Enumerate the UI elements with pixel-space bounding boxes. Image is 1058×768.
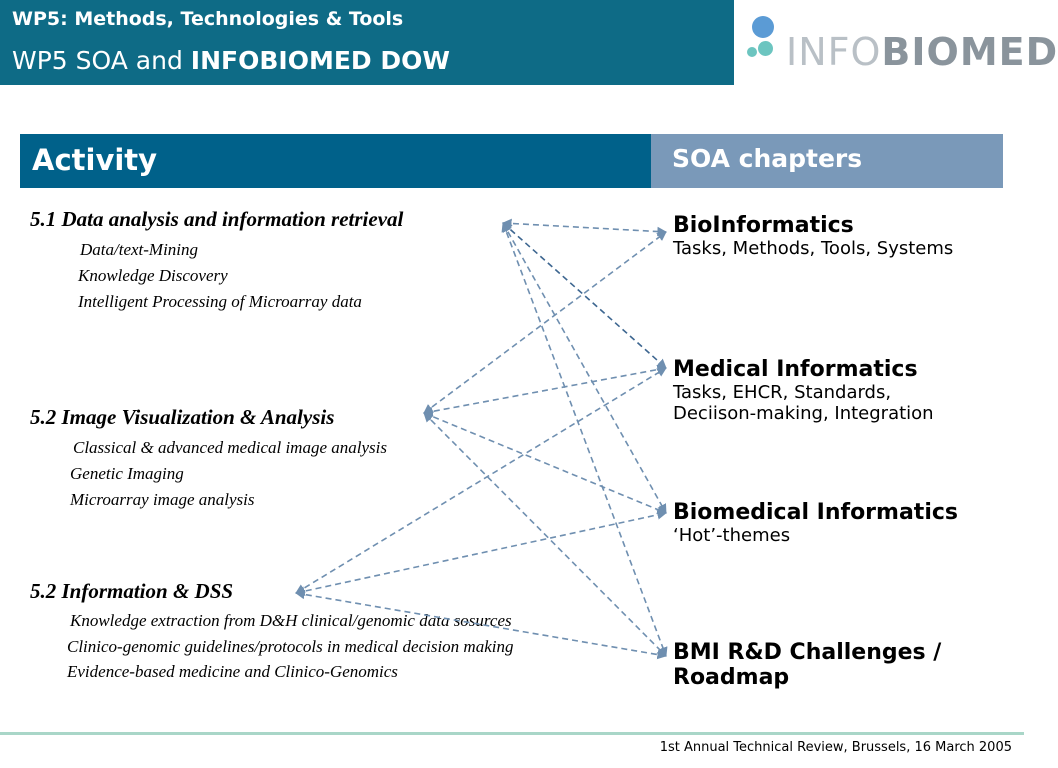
arrow-5-1-biomedical-informatics [503,223,666,513]
activity-5-2-image-item: Microarray image analysis [70,490,255,509]
logo-text-dark: BIOMED [881,30,1058,74]
page-title-plain: WP5 SOA and [12,46,191,75]
activity-5-2-image-title: 5.2 Image Visualization & Analysis [30,405,335,429]
activity-5-2-dss-item: Clinico-genomic guidelines/protocols in medical decision making [67,637,514,656]
soa-bioinformatics-title: BioInformatics [673,213,854,238]
arrow-5-2-dss-bmi-challenges [296,593,666,656]
arrow-5-1-bioinformatics [503,223,666,232]
activity-5-2-image-item: Classical & advanced medical image analysis [73,438,387,457]
page-title-bold: INFOBIOMED DOW [190,46,450,75]
logo-text-light: INFO [786,30,882,74]
soa-medical-informatics-text: Deciison-making, Integration [673,403,934,424]
activity-header-label: Activity [32,143,158,177]
soa-chapters-header-label: SOA chapters [672,144,863,173]
soa-biomedical-informatics-title: Biomedical Informatics [673,500,958,525]
soa-biomedical-informatics-text: ‘Hot’-themes [673,525,791,546]
activity-5-2-dss-item: Knowledge extraction from D&H clinical/genomic data sosurces [70,611,512,630]
activity-5-2-dss-item: Evidence-based medicine and Clinico-Genomics [67,662,398,681]
footer-text: 1st Annual Technical Review, Brussels, 16 March 2005 [659,740,1012,755]
activity-5-1-item: Knowledge Discovery [78,266,228,285]
arrow-5-2-dss-medical-informatics [296,368,666,593]
header-subtitle: WP5: Methods, Technologies & Tools [12,8,404,30]
soa-medical-informatics-title: Medical Informatics [673,357,918,382]
arrow-5-2-image-biomedical-informatics [424,413,666,513]
arrow-5-2-dss-biomedical-informatics [296,513,666,593]
soa-bioinformatics-text: Tasks, Methods, Tools, Systems [673,238,954,259]
arrow-5-2-image-bioinformatics [424,232,666,413]
activity-5-2-dss-title: 5.2 Information & DSS [30,579,234,603]
activity-5-1-item: Data/text-Mining [80,240,199,259]
arrow-5-1-bmi-challenges [503,223,666,656]
arrow-5-2-image-bmi-challenges [424,413,666,656]
soa-medical-informatics-text: Tasks, EHCR, Standards, [673,382,892,403]
soa-bmi-challenges-title: BMI R&D Challenges / [673,640,942,665]
activity-5-1-title: 5.1 Data analysis and information retrieval [30,207,404,231]
activity-5-2-image-item: Genetic Imaging [70,464,184,483]
footer-divider [0,732,1024,735]
arrow-5-1-medical-informatics [503,223,666,368]
activity-5-1-item: Intelligent Processing of Microarray data [78,292,362,311]
soa-bmi-challenges-title-line2: Roadmap [673,665,790,690]
